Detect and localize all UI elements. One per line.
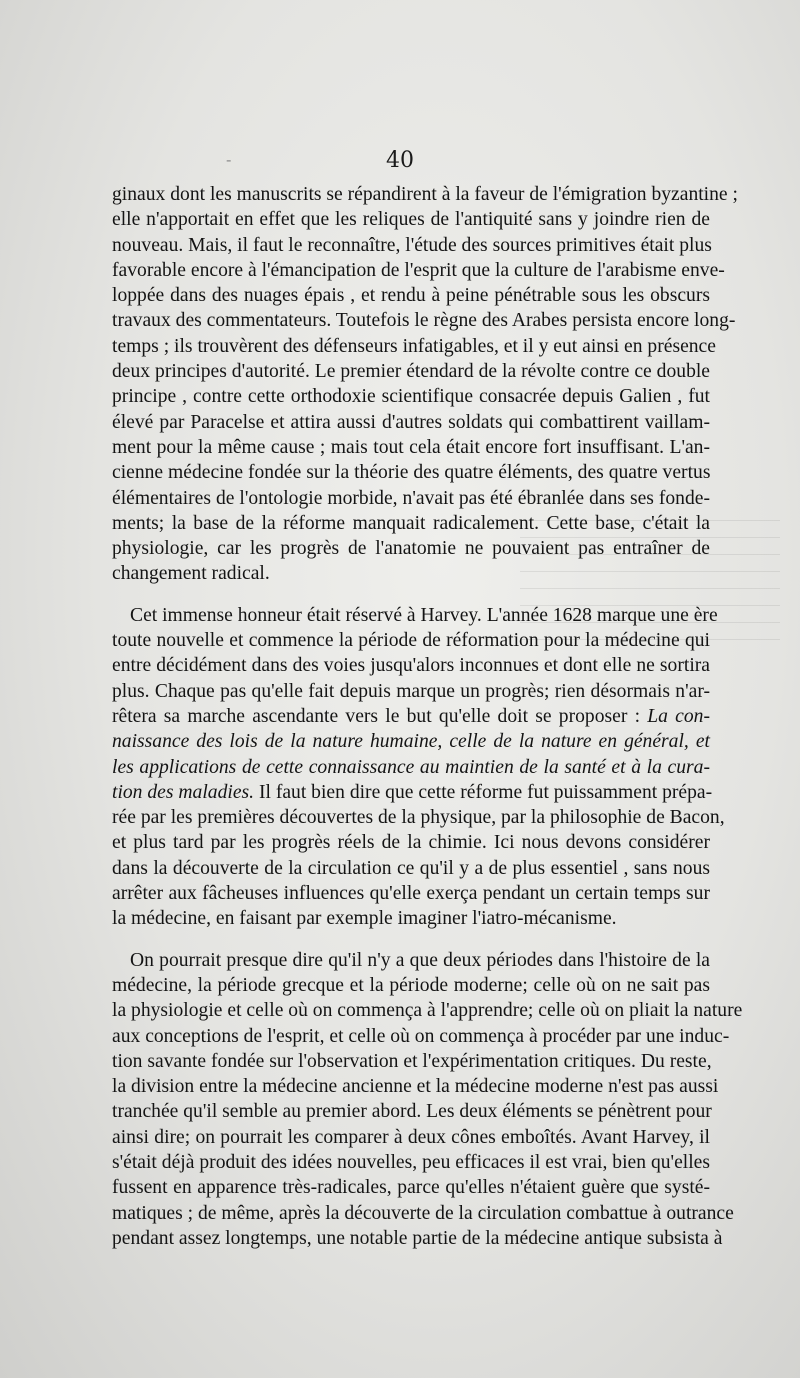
paragraph-3 [112,948,743,1252]
text-line: deux principes d'autorité. Le premier étendard de la révolte contre ce double [112,361,710,383]
text-line: nouveau. Mais, il faut le reconnaître, l'étude des sources primitives était plus [112,234,712,256]
text-line: loppée dans des nuages épais , et rendu à peine pénétrable sous les obscurs [112,285,710,307]
body-text [112,182,743,1267]
text-line: principe , contre cette orthodoxie scientifique consacrée depuis Galien , fut [112,386,710,408]
stray-mark: - [226,150,232,169]
text-line: entre décidément dans des voies jusqu'alors inconnues et dont elle ne sortira [112,655,710,677]
text-line: et plus tard par les progrès réels de la chimie. Ici nous devons considérer [112,832,710,854]
italic-run: celle de la nature en général, [449,731,689,753]
text-line: élémentaires de l'ontologie morbide, n'avait pas été ébranlée dans ses fonde- [112,487,710,509]
text-line: tranchée qu'il semble au premier abord. Les deux éléments se pénètrent pour [112,1101,712,1123]
text-line: ginaux dont les manuscrits se répandirent à la faveur de l'émigration byzantine ; [112,184,738,205]
text-line: ment pour la même cause ; mais tout cela était encore fort insuffisant. L'an- [112,436,710,458]
text-line: Cet immense honneur était réservé à Harvey. L'année 1628 marque une ère [130,604,718,626]
text-line: élevé par Paracelse et attira aussi d'autres soldats qui combattirent vaillam- [112,411,710,433]
text-line: temps ; ils trouvèrent des défenseurs infatigables, et il y eut ainsi en présence [112,335,716,357]
text-line: la division entre la médecine ancienne et la médecine moderne n'est pas aussi [112,1076,719,1098]
text-line: aux conceptions de l'esprit, et celle où on commença à procéder par une induc- [112,1025,730,1047]
text-line [112,755,710,780]
text-line: tion savante fondée sur l'observation et l'expérimentation critiques. Du reste, [112,1050,712,1072]
text-line: dans la découverte de la circulation ce qu'il y a de plus essentiel , sans nous [112,857,710,879]
text-line: matiques ; de même, après la découverte de la circulation combattue à outrance [112,1202,734,1224]
italic-run: tion des maladies. [112,781,255,803]
text-line: favorable encore à l'émancipation de l'esprit que la culture de l'arabisme enve- [112,259,725,281]
italic-run: les applications de cette connaissance au maintien de la santé et à la cura- [112,756,710,778]
text-line: On pourrait presque dire qu'il n'y a que deux périodes dans l'histoire de la [130,949,710,971]
text-line: physiologie, car les progrès de l'anatomie ne pouvaient pas entraîner de [112,538,710,560]
text-line: cienne médecine fondée sur la théorie des quatre éléments, des quatre vertus [112,462,711,484]
text-run: Il faut bien dire que cette réforme fut puissamment prépa- [258,781,713,803]
text-line: médecine, la période grecque et la période moderne; celle où on ne sait pas [112,974,710,996]
text-line: ainsi dire; on pourrait les comparer à deux cônes emboîtés. Avant Harvey, il [112,1126,710,1148]
text-line [112,704,710,729]
text-line: arrêter aux fâcheuses influences qu'elle exerça pendant un certain temps sur [112,883,710,905]
paragraph-2 [112,603,725,932]
text-line: elle n'apportait en effet que les reliques de l'antiquité sans y joindre rien de [112,209,710,231]
text-line: travaux des commentateurs. Toutefois le règne des Arabes persista encore long- [112,310,736,332]
page-number: 40 [386,148,414,173]
text-line: pendant assez longtemps, une notable partie de la médecine antique subsista à [112,1227,723,1249]
text-line: plus. Chaque pas qu'elle fait depuis marque un progrès; rien désormais n'ar- [112,680,710,702]
text-line: rée par les premières découvertes de la physique, par la philosophie de Bacon, [112,807,725,829]
text-line: changement radical. [112,563,270,585]
text-line [112,780,713,805]
text-run: rêtera sa marche ascendante vers le but qu'elle doit se proposer : [112,705,641,727]
text-line: ments; la base de la réforme manquait radicalement. Cette base, c'était la [112,512,710,534]
italic-run: La con- [647,705,710,727]
text-line: la physiologie et celle où on commença à l'apprendre; celle où on pliait la nature [112,1000,743,1022]
text-line: la médecine, en faisant par exemple imaginer l'iatro-mécanisme. [112,908,617,930]
italic-run: naissance des lois de la nature humaine, [112,731,443,753]
text-line: fussent en apparence très-radicales, parce qu'elles n'étaient guère que systé- [112,1177,710,1199]
italic-run: et [695,731,710,753]
paragraph-1 [112,182,738,587]
text-line: s'était déjà produit des idées nouvelles, peu efficaces il est vrai, bien qu'elles [112,1151,710,1173]
text-line [112,729,710,754]
text-line: toute nouvelle et commence la période de réformation pour la médecine qui [112,630,710,652]
